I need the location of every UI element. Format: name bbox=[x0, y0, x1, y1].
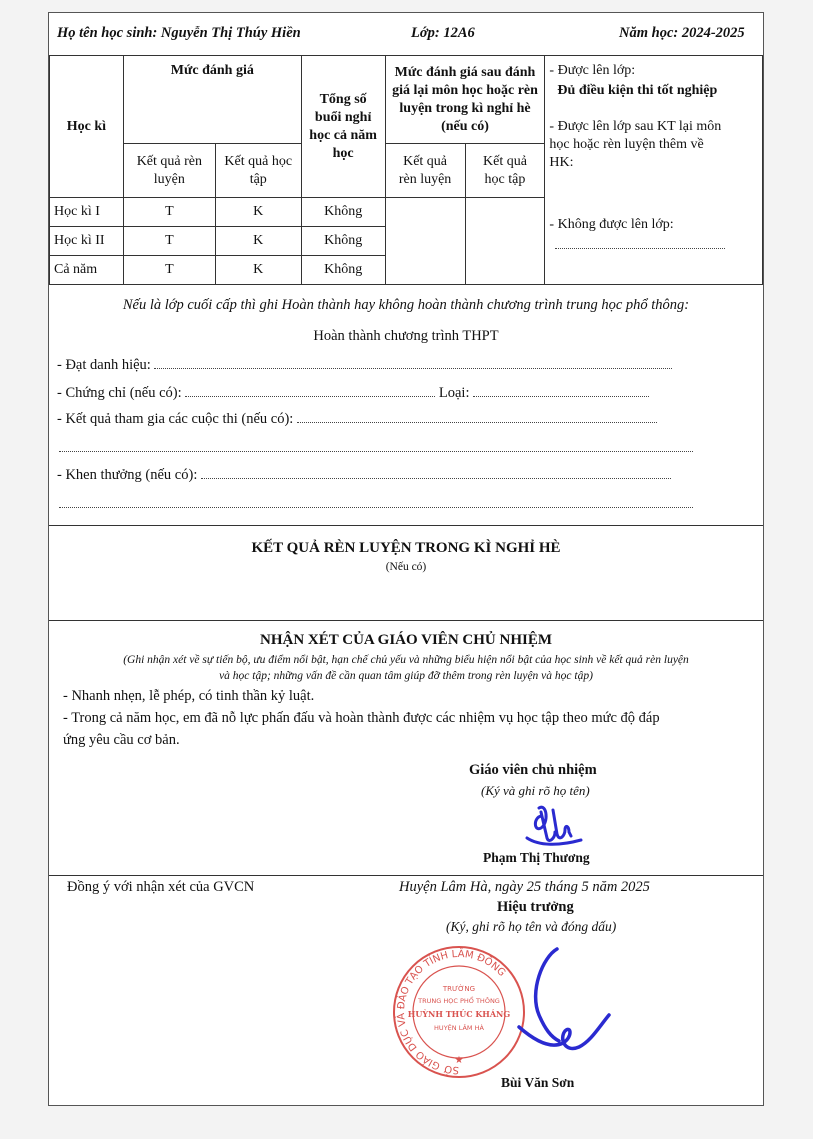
divider bbox=[49, 620, 763, 621]
report-page bbox=[48, 12, 764, 1106]
study-cell: K bbox=[215, 227, 301, 256]
type-dots bbox=[473, 396, 649, 397]
teacher-sign-note: (Ký và ghi rõ họ tên) bbox=[481, 783, 590, 798]
promoted-after-l2: học hoặc rèn luyện thêm về bbox=[549, 137, 704, 152]
completion-note: Nếu là lớp cuối cấp thì ghi Hoàn thành hay không hoàn thành chương trình trung học phổ thông: bbox=[122, 297, 690, 313]
comment-note-l1: (Ghi nhận xét về sự tiến bộ, ưu điểm nổi bật, hạn chế chủ yếu và những biểu hiện nổi bật của học sinh về kết quả rèn luyện bbox=[123, 654, 689, 666]
reeval-conduct-cell bbox=[385, 198, 465, 285]
absent-cell: Không bbox=[301, 256, 385, 285]
student-name: Họ tên học sinh: Nguyễn Thị Thúy Hiền bbox=[57, 25, 301, 41]
principal-role: Hiệu trưởng bbox=[497, 899, 574, 915]
term-cell: Học kì II bbox=[50, 227, 124, 256]
study-cell: K bbox=[215, 198, 301, 227]
comment-line-3: ứng yêu cầu cơ bản. bbox=[63, 732, 180, 748]
certificate-field bbox=[57, 385, 649, 402]
summer-title: KẾT QUẢ RÈN LUYỆN TRONG KÌ NGHỈ HÈ bbox=[251, 540, 561, 556]
conduct-cell: T bbox=[123, 198, 215, 227]
absent-cell: Không bbox=[301, 198, 385, 227]
col-reeval-header: Mức đánh giá sau đánh giá lại môn học hoặc rèn luyện trong kì nghỉ hè (nếu có) bbox=[385, 56, 545, 144]
contests-label: - Kết quả tham gia các cuộc thi (nếu có): bbox=[57, 411, 294, 427]
promoted-label: - Được lên lớp: bbox=[549, 63, 636, 78]
completion-value: Hoàn thành chương trình THPT bbox=[313, 328, 499, 344]
absent-cell: Không bbox=[301, 227, 385, 256]
comment-line-2: - Trong cả năm học, em đã nỗ lực phấn đấu và hoàn thành được các nhiệm vụ học tập theo mức độ đáp bbox=[63, 710, 660, 726]
divider bbox=[49, 875, 763, 876]
award-label: - Đạt danh hiệu: bbox=[57, 357, 151, 373]
school-year: Năm học: 2024-2025 bbox=[619, 25, 745, 41]
not-promoted-dots bbox=[555, 234, 725, 249]
rewards-dots bbox=[201, 478, 671, 479]
promoted-after-l1: - Được lên lớp sau KT lại môn bbox=[549, 119, 722, 134]
place-date: Huyện Lâm Hà, ngày 25 tháng 5 năm 2025 bbox=[399, 879, 650, 895]
agree-text: Đồng ý với nhận xét của GVCN bbox=[67, 879, 255, 895]
comment-line-1: - Nhanh nhẹn, lễ phép, có tinh thần kỷ luật. bbox=[63, 688, 315, 704]
reeval-study-cell bbox=[465, 198, 545, 285]
teacher-role: Giáo viên chủ nhiệm bbox=[469, 762, 597, 778]
teacher-name: Phạm Thị Thương bbox=[483, 850, 590, 865]
term-cell: Cả năm bbox=[50, 256, 124, 285]
sub-reeval-conduct: Kết quả rèn luyện bbox=[385, 144, 465, 198]
conduct-cell: T bbox=[123, 227, 215, 256]
principal-sign-note: (Ký, ghi rõ họ tên và đóng dấu) bbox=[446, 919, 617, 934]
rewards-dots-2 bbox=[59, 493, 693, 508]
stamp-ring-text: SỞ GIÁO DỤC VÀ ĐÀO TẠO TỈNH LÂM ĐỒNG bbox=[395, 948, 508, 1076]
divider bbox=[49, 525, 763, 526]
award-field bbox=[57, 357, 672, 374]
not-promoted-label: - Không được lên lớp: bbox=[549, 217, 674, 232]
certificate-label: - Chứng chỉ (nếu có): bbox=[57, 385, 182, 401]
comment-title: NHẬN XÉT CỦA GIÁO VIÊN CHỦ NHIỆM bbox=[260, 632, 552, 648]
promoted-after-l3: HK: bbox=[549, 155, 574, 170]
type-label: Loại: bbox=[438, 385, 470, 401]
col-eval-header: Mức đánh giá bbox=[123, 56, 301, 144]
eligible-label: Đủ điều kiện thi tốt nghiệp bbox=[557, 83, 718, 98]
rewards-field bbox=[57, 467, 671, 484]
stamp-l2: TRUNG HỌC PHỔ THÔNG bbox=[418, 997, 500, 1005]
sub-reeval-study: Kết quả học tập bbox=[465, 144, 545, 198]
award-dots bbox=[154, 368, 672, 369]
rewards-label: - Khen thưởng (nếu có): bbox=[57, 467, 198, 483]
certificate-dots bbox=[185, 396, 435, 397]
study-cell: K bbox=[215, 256, 301, 285]
term-cell: Học kì I bbox=[50, 198, 124, 227]
comment-note-l2: và học tập; những vấn đề cần quan tâm giúp đỡ thêm trong rèn luyện và học tập) bbox=[219, 670, 593, 682]
col-term-header: Học kì bbox=[50, 56, 124, 198]
summer-note: (Nếu có) bbox=[385, 561, 427, 573]
contests-field bbox=[57, 411, 657, 428]
conduct-cell: T bbox=[123, 256, 215, 285]
col-absent-header: Tổng số buổi nghỉ học cả năm học bbox=[301, 56, 385, 198]
promotion-cell bbox=[545, 56, 763, 285]
sub-study: Kết quả học tập bbox=[215, 144, 301, 198]
results-table bbox=[49, 55, 763, 285]
stamp-l3: HUỲNH THÚC KHÁNG bbox=[407, 1009, 511, 1019]
class-label: Lớp: 12A6 bbox=[411, 25, 475, 41]
sub-conduct: Kết quả rèn luyện bbox=[123, 144, 215, 198]
stamp-l1: TRƯỜNG bbox=[442, 985, 476, 993]
contests-dots bbox=[297, 422, 657, 423]
stamp-star-icon: ★ bbox=[454, 1055, 464, 1066]
principal-name: Bùi Văn Sơn bbox=[501, 1075, 575, 1090]
teacher-signature bbox=[519, 798, 599, 858]
contests-dots-2 bbox=[59, 437, 693, 452]
principal-signature bbox=[499, 931, 619, 1071]
stamp-l4: HUYỆN LÂM HÀ bbox=[434, 1024, 484, 1032]
